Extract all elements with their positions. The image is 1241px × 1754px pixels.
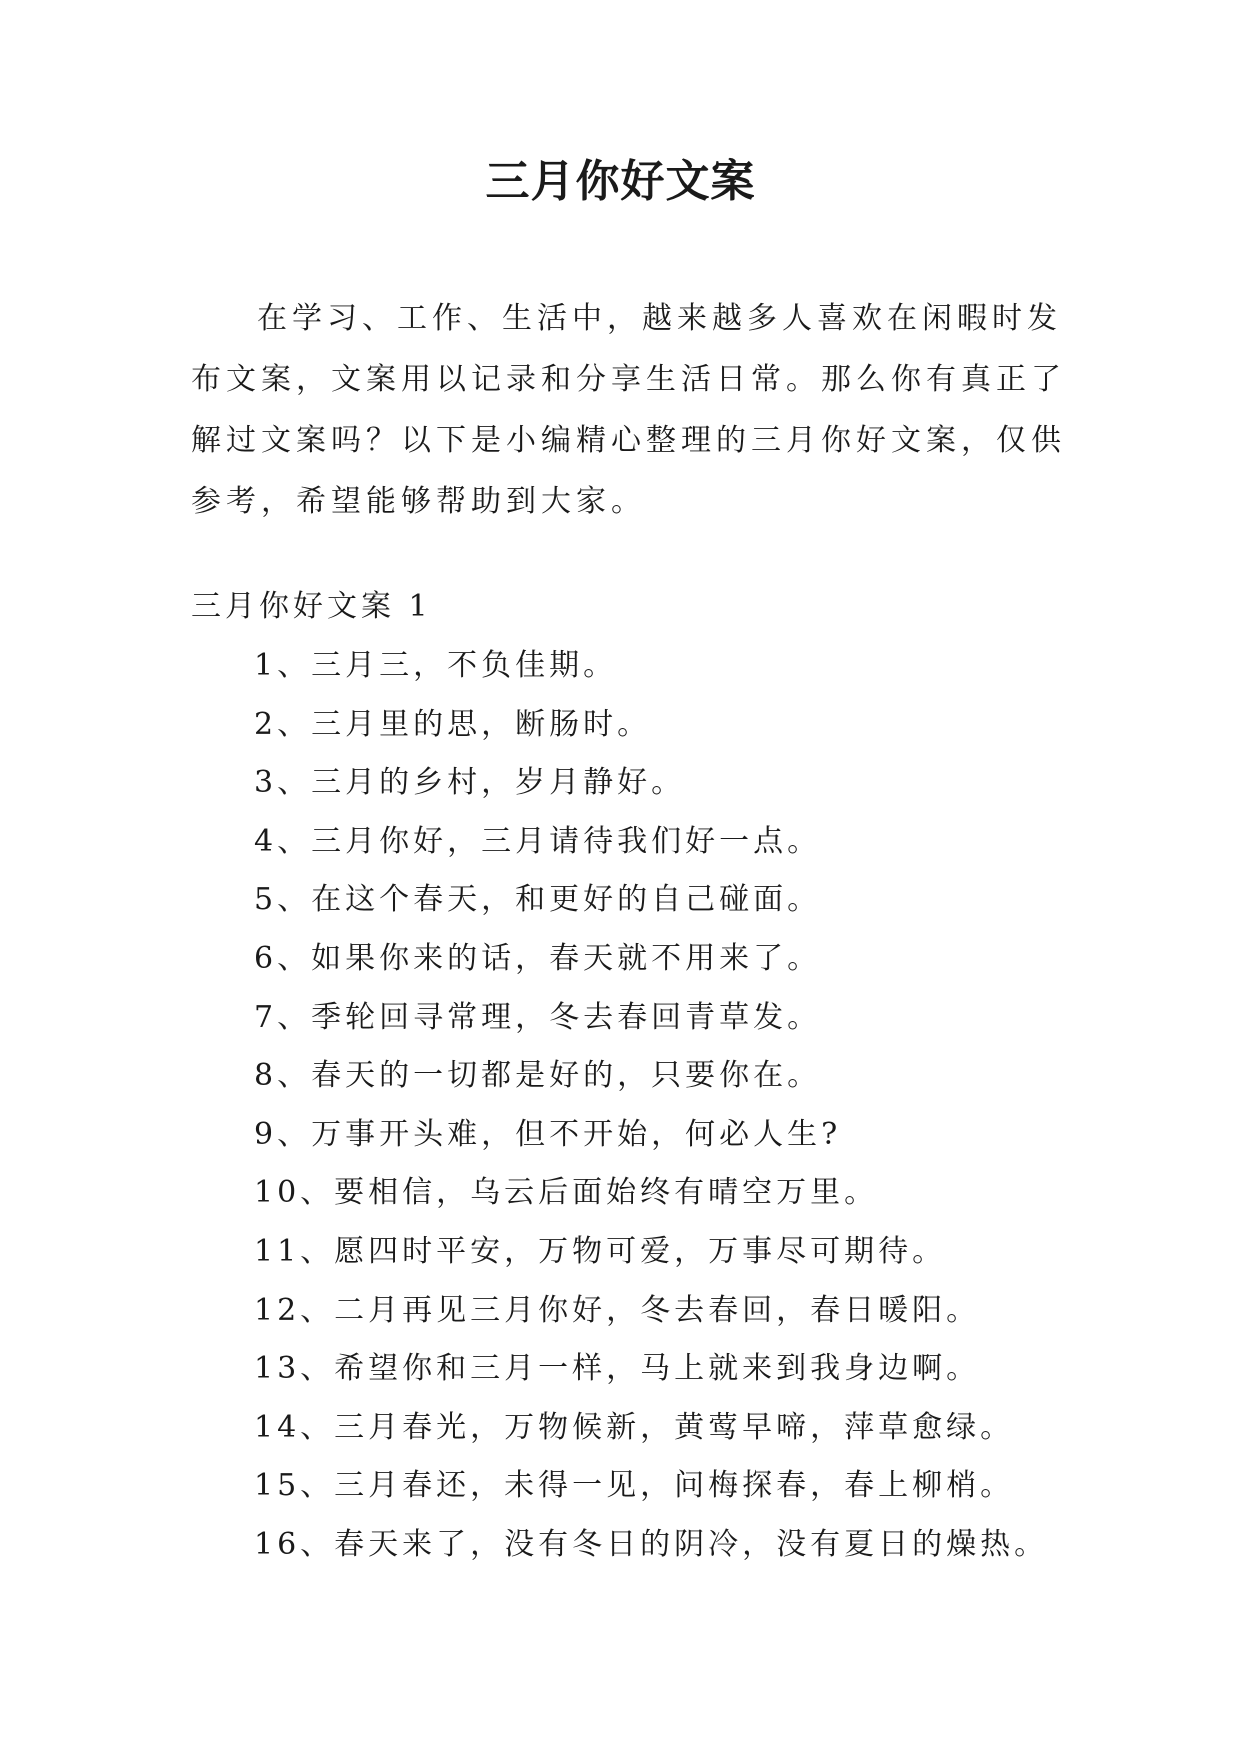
list-item: 10、要相信，乌云后面始终有晴空万里。	[254, 1175, 879, 1211]
list-item: 6、如果你来的话，春天就不用来了。	[254, 940, 822, 976]
list-item: 1、三月三，不负佳期。	[254, 648, 618, 683]
list-item: 12、二月再见三月你好，冬去春回，春日暖阳。	[254, 1292, 981, 1328]
list-item: 4、三月你好，三月请待我们好一点。	[254, 823, 822, 859]
list-item: 15、三月春还，未得一见，问梅探春，春上柳梢。	[254, 1468, 1015, 1504]
list-item: 3、三月的乡村，岁月静好。	[254, 765, 686, 801]
list-item: 5、在这个春天，和更好的自己碰面。	[254, 882, 822, 918]
list-item: 7、季轮回寻常理，冬去春回青草发。	[254, 999, 822, 1035]
list-item: 16、春天来了，没有冬日的阴冷，没有夏日的燥热。	[254, 1526, 1049, 1562]
quote-list	[254, 637, 1048, 1575]
section-heading: 三月你好文案 1	[191, 589, 432, 624]
document-title: 三月你好文案	[485, 156, 756, 207]
list-item: 2、三月里的思，断肠时。	[254, 706, 652, 742]
intro-paragraph: 在学习、工作、生活中，越来越多人喜欢在闲暇时发布文案，文案用以记录和分享生活日常。那么你有真正了解过文案吗？以下是小编精心整理的三月你好文案，仅供参考，希望能够帮助到大家。	[191, 301, 1066, 519]
list-item: 8、春天的一切都是好的，只要你在。	[254, 1058, 822, 1094]
list-item: 14、三月春光，万物候新，黄莺早啼，萍草愈绿。	[254, 1409, 1015, 1445]
list-item: 11、愿四时平安，万物可爱，万事尽可期待。	[254, 1233, 947, 1269]
list-item: 13、希望你和三月一样，马上就来到我身边啊。	[254, 1351, 981, 1387]
list-item: 9、万事开头难，但不开始，何必人生?	[254, 1116, 842, 1152]
